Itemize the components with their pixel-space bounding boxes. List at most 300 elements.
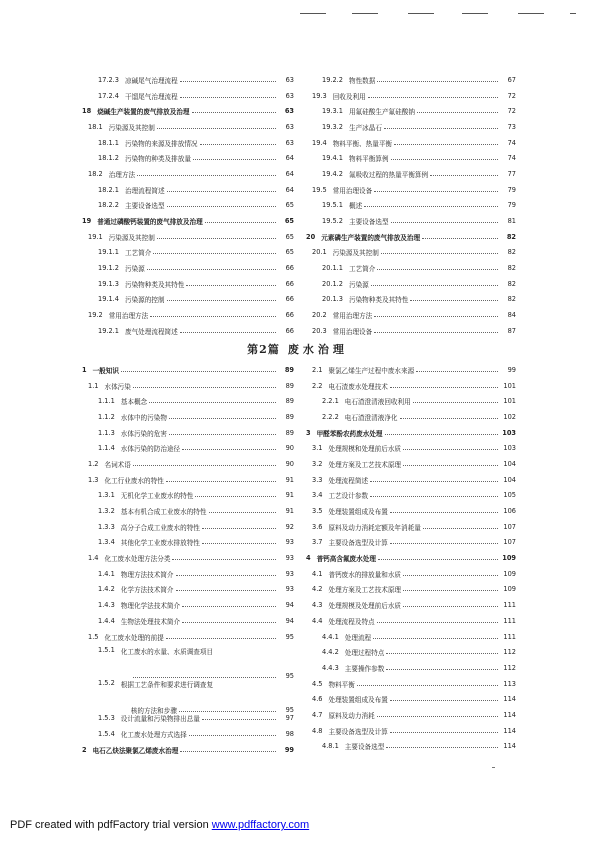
toc-entry-number: 4.8 bbox=[312, 726, 323, 735]
toc-leader bbox=[169, 418, 276, 419]
toc-leader bbox=[209, 512, 277, 513]
toc-leader bbox=[133, 465, 276, 466]
toc-entry-title: 电石渣废水处理技术 bbox=[328, 382, 388, 391]
toc-entry-title: 污染源 bbox=[124, 265, 145, 274]
toc-entry-title: 物料平衡 bbox=[328, 680, 355, 689]
toc-leader bbox=[386, 653, 498, 654]
toc-entry[interactable] bbox=[306, 550, 516, 566]
toc-leader bbox=[403, 575, 498, 576]
toc-entry-number: 4.4.2 bbox=[322, 648, 339, 657]
toc-entry-number: 18.1 bbox=[88, 122, 103, 131]
toc-entry-page: 72 bbox=[507, 107, 516, 116]
toc-entry-page: 79 bbox=[507, 185, 516, 194]
toc-leader bbox=[368, 97, 498, 98]
toc-entry-number: 19.3.1 bbox=[322, 107, 343, 116]
toc-entry-number: 19.2.2 bbox=[322, 75, 343, 84]
toc-entry[interactable] bbox=[82, 213, 294, 229]
toc-entry[interactable] bbox=[306, 323, 516, 339]
toc-entry-page: 77 bbox=[507, 169, 516, 178]
toc-entry-page: 82 bbox=[507, 264, 516, 273]
toc-entry-title-cont: 核的方法和步骤 bbox=[130, 707, 177, 716]
toc-entry-title: 常用治理设备 bbox=[332, 186, 373, 195]
toc-leader bbox=[374, 332, 498, 333]
toc-leader bbox=[137, 175, 276, 176]
toc-entry-number: 2.1 bbox=[312, 365, 323, 374]
toc-leader bbox=[390, 700, 498, 701]
toc-entry[interactable] bbox=[82, 582, 294, 598]
part-title: 废水治理 bbox=[287, 343, 348, 356]
toc-entry[interactable] bbox=[82, 276, 294, 292]
toc-entry[interactable] bbox=[82, 644, 294, 681]
toc-leader bbox=[149, 402, 276, 403]
toc-entry-page: 103 bbox=[502, 428, 516, 437]
toc-entry-number: 19.1.3 bbox=[98, 279, 119, 288]
toc-entry-title: 水体污染 bbox=[104, 382, 131, 391]
toc-entry-title: 工艺设计参数 bbox=[328, 492, 369, 501]
toc-entry-page: 66 bbox=[285, 311, 294, 320]
toc-entry-page: 90 bbox=[285, 444, 294, 453]
toc-entry-number: 19.1 bbox=[88, 232, 103, 241]
toc-entry-title: 电石乙炔法聚氯乙烯废水治理 bbox=[92, 746, 179, 755]
toc-entry[interactable] bbox=[82, 72, 294, 88]
toc-entry[interactable] bbox=[82, 488, 294, 504]
toc-entry[interactable] bbox=[82, 597, 294, 613]
toc-entry-title: 处理装置组成及布置 bbox=[328, 508, 388, 517]
toc-entry-page: 73 bbox=[507, 122, 516, 131]
toc-entry-page: 107 bbox=[503, 522, 516, 531]
toc-leader bbox=[169, 434, 276, 435]
toc-entry[interactable] bbox=[306, 629, 516, 645]
toc-entry[interactable] bbox=[306, 88, 516, 104]
toc-entry[interactable] bbox=[306, 409, 516, 425]
toc-entry-number: 1.1.3 bbox=[98, 428, 115, 437]
toc-entry-page: 104 bbox=[503, 459, 516, 468]
toc-entry[interactable] bbox=[306, 150, 516, 166]
toc-entry[interactable] bbox=[82, 119, 294, 135]
toc-entry-page: 91 bbox=[285, 475, 294, 484]
toc-entry[interactable] bbox=[306, 276, 516, 292]
toc-entry-title: 工艺简介 bbox=[124, 249, 152, 258]
toc-entry[interactable] bbox=[306, 723, 516, 739]
toc-entry[interactable] bbox=[82, 503, 294, 519]
toc-entry-title: 污染物种类及其特性 bbox=[348, 296, 409, 305]
toc-bottom-right-column bbox=[306, 362, 516, 754]
toc-leader bbox=[374, 316, 498, 317]
toc-leader bbox=[403, 465, 498, 466]
toc-entry-number: 19 bbox=[82, 217, 92, 226]
toc-entry[interactable] bbox=[82, 103, 294, 119]
toc-entry-title: 主要设备选型 bbox=[348, 218, 389, 227]
toc-entry-number: 20.1 bbox=[312, 248, 327, 257]
toc-entry[interactable] bbox=[82, 88, 294, 104]
toc-entry-page: 66 bbox=[285, 264, 294, 273]
toc-leader bbox=[370, 496, 498, 497]
toc-entry[interactable] bbox=[306, 519, 516, 535]
toc-entry-title: 处理规模及处理前后水质 bbox=[328, 602, 402, 611]
toc-entry[interactable] bbox=[306, 166, 516, 182]
toc-entry-title: 电石渣澄清液回收利用 bbox=[344, 398, 411, 407]
toc-entry[interactable] bbox=[306, 229, 516, 245]
toc-leader bbox=[189, 735, 276, 736]
toc-entry-title: 根据工艺条件和要求进行调查复 bbox=[120, 681, 214, 690]
toc-entry-page: 64 bbox=[285, 169, 294, 178]
toc-entry[interactable] bbox=[306, 245, 516, 261]
toc-entry-title: 原料及动力消耗定额及年消耗量 bbox=[328, 523, 421, 532]
toc-entry-number: 4.4 bbox=[312, 616, 323, 625]
toc-leader bbox=[374, 191, 498, 192]
toc-entry-number: 3.1 bbox=[312, 444, 323, 453]
toc-entry-page: 92 bbox=[285, 522, 294, 531]
toc-entry-title: 基本有机合成工业废水的特性 bbox=[120, 508, 207, 517]
toc-entry-page: 89 bbox=[285, 381, 294, 390]
toc-entry[interactable] bbox=[82, 150, 294, 166]
toc-leader bbox=[378, 559, 498, 560]
toc-entry-title: 处理方案及工艺技术原理 bbox=[328, 586, 402, 595]
toc-leader bbox=[357, 685, 498, 686]
toc-entry-title: 干馏尾气治理流程 bbox=[124, 92, 178, 101]
toc-leader bbox=[157, 128, 276, 129]
toc-entry[interactable] bbox=[82, 260, 294, 276]
toc-leader bbox=[403, 606, 498, 607]
part-heading bbox=[0, 341, 595, 357]
toc-entry-title: 物料平衡、热量平衡 bbox=[332, 139, 393, 148]
toc-entry-page: 63 bbox=[284, 107, 294, 116]
toc-entry-title: 污染源的控制 bbox=[124, 296, 165, 305]
toc-entry-number: 3.6 bbox=[312, 522, 323, 531]
toc-entry[interactable] bbox=[306, 597, 516, 613]
toc-entry[interactable] bbox=[82, 166, 294, 182]
toc-entry[interactable] bbox=[82, 135, 294, 151]
toc-entry[interactable] bbox=[306, 456, 516, 472]
toc-entry-number: 1.5.3 bbox=[98, 714, 115, 723]
toc-entry[interactable] bbox=[306, 393, 516, 409]
toc-entry[interactable] bbox=[306, 260, 516, 276]
toc-entry-title: 其他化学工业废水排放特性 bbox=[120, 539, 200, 548]
toc-entry[interactable] bbox=[306, 307, 516, 323]
toc-entry[interactable] bbox=[306, 213, 516, 229]
toc-entry[interactable] bbox=[306, 425, 516, 441]
toc-entry-title: 主要设备选型 bbox=[124, 202, 165, 211]
toc-entry-page: 94 bbox=[285, 616, 294, 625]
toc-entry-number: 19.2.1 bbox=[98, 326, 119, 335]
toc-entry-number: 20.3 bbox=[312, 326, 327, 335]
toc-entry-page: 63 bbox=[285, 122, 294, 131]
toc-entry[interactable] bbox=[306, 535, 516, 551]
toc-entry-page: 72 bbox=[507, 91, 516, 100]
toc-entry[interactable] bbox=[82, 519, 294, 535]
toc-entry-title: 普钙废水的排放量和水质 bbox=[328, 570, 402, 579]
toc-entry-title: 回收及利用 bbox=[332, 92, 366, 101]
toc-entry[interactable] bbox=[82, 307, 294, 323]
toc-entry-title: 主要设备选型及计算 bbox=[328, 727, 388, 736]
toc-entry[interactable] bbox=[82, 550, 294, 566]
toc-entry[interactable] bbox=[306, 72, 516, 88]
toc-entry[interactable] bbox=[306, 378, 516, 394]
toc-entry-page: 87 bbox=[507, 326, 516, 335]
toc-entry-title: 甲醛苯酚农药废水处理 bbox=[316, 429, 383, 438]
scan-mark bbox=[492, 767, 495, 768]
toc-entry-page: 64 bbox=[285, 154, 294, 163]
toc-entry[interactable] bbox=[82, 292, 294, 308]
toc-entry-number: 19.5 bbox=[312, 185, 327, 194]
toc-entry-title: 生物法处理技术简介 bbox=[120, 617, 181, 626]
footer-text: PDF created with pdfFactory trial version bbox=[10, 819, 212, 831]
part-label: 第2篇 bbox=[247, 343, 280, 356]
toc-entry-title: 化学方法技术简介 bbox=[120, 586, 174, 595]
toc-leader bbox=[371, 285, 498, 286]
toc-entry-number: 1.5.1 bbox=[98, 646, 115, 655]
toc-entry-number: 1.5.2 bbox=[98, 679, 115, 688]
toc-entry-number: 1.3.4 bbox=[98, 538, 115, 547]
toc-entry[interactable] bbox=[82, 362, 294, 378]
toc-entry[interactable] bbox=[82, 677, 294, 716]
toc-leader bbox=[205, 222, 276, 223]
header-rule-4 bbox=[462, 13, 488, 14]
toc-leader bbox=[410, 300, 498, 301]
toc-entry-title: 原料及动力消耗 bbox=[328, 711, 375, 720]
toc-leader bbox=[390, 387, 498, 388]
toc-leader bbox=[147, 269, 276, 270]
toc-entry-number: 19.3 bbox=[312, 91, 327, 100]
toc-entry-number: 1 bbox=[82, 365, 87, 374]
toc-leader bbox=[373, 638, 498, 639]
toc-entry-page: 111 bbox=[503, 616, 516, 625]
toc-entry-title: 污染源及其控制 bbox=[108, 233, 155, 242]
toc-entry[interactable] bbox=[82, 726, 294, 742]
toc-entry[interactable] bbox=[306, 739, 516, 755]
toc-leader bbox=[416, 371, 498, 372]
toc-entry[interactable] bbox=[82, 393, 294, 409]
toc-entry-page: 67 bbox=[507, 75, 516, 84]
toc-entry-title: 聚氯乙烯生产过程中废水来源 bbox=[328, 366, 415, 375]
toc-entry-title: 名词术语 bbox=[104, 460, 131, 469]
toc-leader bbox=[182, 606, 276, 607]
toc-entry-page: 74 bbox=[507, 138, 516, 147]
toc-entry-title: 化工废水处理方法分类 bbox=[104, 555, 171, 564]
toc-entry[interactable] bbox=[306, 472, 516, 488]
toc-entry[interactable] bbox=[82, 378, 294, 394]
toc-entry[interactable] bbox=[82, 535, 294, 551]
toc-entry-number: 1.1.4 bbox=[98, 444, 115, 453]
toc-entry[interactable] bbox=[306, 644, 516, 660]
toc-entry[interactable] bbox=[82, 629, 294, 645]
toc-entry[interactable] bbox=[82, 323, 294, 339]
toc-entry-number: 17.2.3 bbox=[98, 75, 119, 84]
toc-entry[interactable] bbox=[306, 135, 516, 151]
toc-entry[interactable] bbox=[82, 198, 294, 214]
toc-entry-number: 19.1.4 bbox=[98, 295, 119, 304]
toc-entry-number: 4.5 bbox=[312, 679, 323, 688]
toc-entry[interactable] bbox=[306, 676, 516, 692]
toc-leader bbox=[180, 97, 276, 98]
toc-entry-page: 101 bbox=[503, 397, 516, 406]
toc-entry[interactable] bbox=[306, 362, 516, 378]
toc-entry-number: 20.1.1 bbox=[322, 264, 343, 273]
toc-entry-page: 89 bbox=[285, 412, 294, 421]
toc-entry-number: 3.4 bbox=[312, 491, 323, 500]
toc-entry-page: 66 bbox=[285, 279, 294, 288]
toc-entry-page: 105 bbox=[503, 491, 516, 500]
toc-entry-title: 常用治理方法 bbox=[108, 312, 149, 321]
toc-leader bbox=[166, 481, 276, 482]
toc-leader bbox=[386, 747, 498, 748]
toc-entry-number: 1.4.1 bbox=[98, 569, 115, 578]
toc-entry-number: 19.5.2 bbox=[322, 217, 343, 226]
toc-entry[interactable] bbox=[306, 582, 516, 598]
toc-entry[interactable] bbox=[82, 229, 294, 245]
toc-entry-title: 物理化学法技术简介 bbox=[120, 602, 181, 611]
toc-leader bbox=[121, 371, 276, 372]
toc-leader bbox=[403, 590, 498, 591]
toc-entry-number: 19.4 bbox=[312, 138, 327, 147]
toc-entry[interactable] bbox=[306, 613, 516, 629]
toc-entry-title: 化工行业废水的特性 bbox=[104, 476, 164, 485]
toc-leader bbox=[390, 512, 498, 513]
toc-entry[interactable] bbox=[306, 292, 516, 308]
toc-entry[interactable] bbox=[306, 103, 516, 119]
toc-entry-page: 111 bbox=[503, 601, 516, 610]
toc-leader bbox=[364, 206, 498, 207]
toc-entry-page: 95 bbox=[285, 632, 294, 641]
toc-entry-title: 普钙高含氟废水处理 bbox=[316, 555, 376, 564]
toc-leader bbox=[386, 669, 498, 670]
toc-leader bbox=[180, 751, 276, 752]
toc-entry-title: 处理流程简述 bbox=[328, 476, 369, 485]
toc-entry[interactable] bbox=[82, 472, 294, 488]
toc-entry-page: 82 bbox=[507, 248, 516, 257]
toc-entry-title: 治理方法 bbox=[108, 170, 136, 179]
toc-entry-page: 90 bbox=[285, 459, 294, 468]
toc-entry[interactable] bbox=[82, 245, 294, 261]
toc-entry-number: 2.2.1 bbox=[322, 397, 339, 406]
toc-entry-title: 水体中的污染物 bbox=[120, 413, 167, 422]
toc-entry-title: 处理方案及工艺技术原理 bbox=[328, 460, 402, 469]
toc-entry-number: 1.3.2 bbox=[98, 507, 115, 516]
toc-entry-page: 106 bbox=[503, 507, 516, 516]
toc-entry-page: 64 bbox=[285, 185, 294, 194]
toc-entry-number: 18.1.1 bbox=[98, 138, 119, 147]
toc-entry-title: 处理装置组成及布置 bbox=[328, 696, 388, 705]
toc-entry[interactable] bbox=[82, 456, 294, 472]
toc-entry[interactable] bbox=[82, 425, 294, 441]
toc-entry-number: 19.4.2 bbox=[322, 169, 343, 178]
toc-entry-title: 高分子合成工业废水的特性 bbox=[120, 523, 200, 532]
toc-entry-title: 处理流程 bbox=[344, 633, 372, 642]
toc-entry-number: 18.1.2 bbox=[98, 154, 119, 163]
toc-entry-page: 89 bbox=[285, 428, 294, 437]
toc-leader bbox=[167, 300, 276, 301]
toc-entry-title: 水体污染的危害 bbox=[120, 429, 167, 438]
toc-leader bbox=[167, 206, 276, 207]
toc-entry[interactable] bbox=[306, 707, 516, 723]
toc-entry-page: 91 bbox=[285, 507, 294, 516]
toc-entry[interactable] bbox=[82, 409, 294, 425]
header-rule-3 bbox=[408, 13, 434, 14]
toc-entry-page: 114 bbox=[503, 726, 516, 735]
toc-leader bbox=[133, 387, 276, 388]
toc-leader bbox=[385, 434, 498, 435]
toc-entry-number: 4.7 bbox=[312, 710, 323, 719]
toc-entry-number: 4.4.3 bbox=[322, 663, 339, 672]
toc-entry-page: 103 bbox=[503, 444, 516, 453]
toc-entry-title: 无机化学工业废水的特性 bbox=[120, 492, 194, 501]
toc-leader bbox=[384, 128, 498, 129]
toc-entry[interactable] bbox=[82, 440, 294, 456]
toc-entry[interactable] bbox=[306, 503, 516, 519]
toc-entry-page: 84 bbox=[507, 311, 516, 320]
toc-entry-page: 79 bbox=[507, 201, 516, 210]
toc-entry-title: 主要操作参数 bbox=[344, 664, 385, 673]
toc-entry-title: 概述 bbox=[348, 202, 363, 211]
toc-entry-page: 82 bbox=[507, 279, 516, 288]
toc-entry-page: 114 bbox=[503, 742, 516, 751]
toc-entry[interactable] bbox=[306, 566, 516, 582]
header-rule-1 bbox=[300, 13, 326, 14]
toc-entry-number: 18.2.2 bbox=[98, 201, 119, 210]
toc-entry[interactable] bbox=[306, 119, 516, 135]
toc-leader bbox=[176, 575, 276, 576]
toc-entry-page: 93 bbox=[285, 554, 294, 563]
toc-entry-title: 污染源及其控制 bbox=[332, 249, 379, 258]
toc-entry[interactable] bbox=[82, 710, 294, 726]
toc-entry-number: 20.1.3 bbox=[322, 295, 343, 304]
toc-leader bbox=[176, 590, 276, 591]
toc-entry-number: 20 bbox=[306, 232, 316, 241]
toc-entry-page: 107 bbox=[503, 538, 516, 547]
toc-entry-title: 化工废水处理的前提 bbox=[104, 633, 164, 642]
toc-entry-title: 生产冰晶石 bbox=[348, 123, 382, 132]
toc-entry[interactable] bbox=[306, 198, 516, 214]
toc-entry-title: 物料平衡算例 bbox=[348, 155, 389, 164]
toc-entry-number: 1.4.3 bbox=[98, 601, 115, 610]
toc-entry-page: 112 bbox=[503, 648, 516, 657]
toc-leader bbox=[200, 144, 276, 145]
toc-leader bbox=[422, 238, 498, 239]
toc-entry-page: 63 bbox=[285, 91, 294, 100]
toc-entry[interactable] bbox=[306, 488, 516, 504]
toc-entry-number: 4.2 bbox=[312, 585, 323, 594]
toc-entry-page: 65 bbox=[285, 232, 294, 241]
toc-entry[interactable] bbox=[306, 660, 516, 676]
toc-entry-title: 废气处理流程简述 bbox=[124, 327, 178, 336]
toc-entry-title: 水体污染的防治途径 bbox=[120, 445, 181, 454]
footer-link[interactable]: www.pdffactory.com bbox=[211, 819, 310, 831]
toc-entry[interactable] bbox=[306, 182, 516, 198]
toc-entry-title: 物理方法技术简介 bbox=[120, 570, 174, 579]
toc-entry-page: 113 bbox=[503, 679, 516, 688]
toc-entry-number: 19.4.1 bbox=[322, 154, 343, 163]
toc-entry-number: 3.3 bbox=[312, 475, 323, 484]
toc-entry-title: 物性数据 bbox=[348, 76, 376, 85]
toc-leader bbox=[423, 528, 498, 529]
toc-entry-title: 化工废水处理方式选择 bbox=[120, 730, 187, 739]
toc-entry[interactable] bbox=[82, 182, 294, 198]
toc-entry-number: 4.8.1 bbox=[322, 742, 339, 751]
toc-entry-page: 65 bbox=[284, 217, 294, 226]
toc-entry[interactable] bbox=[306, 691, 516, 707]
toc-entry-title: 元素磷生产装置的废气排放及治理 bbox=[321, 233, 421, 242]
toc-entry-number: 19.1.1 bbox=[98, 248, 119, 257]
toc-entry-number: 4.3 bbox=[312, 601, 323, 610]
toc-entry[interactable] bbox=[306, 440, 516, 456]
toc-leader bbox=[377, 622, 498, 623]
toc-entry-title: 主要设备选型及计算 bbox=[328, 539, 388, 548]
toc-entry[interactable] bbox=[82, 566, 294, 582]
toc-leader bbox=[182, 622, 276, 623]
header-rule-6 bbox=[570, 13, 576, 14]
toc-entry[interactable] bbox=[82, 613, 294, 629]
toc-entry[interactable] bbox=[82, 742, 294, 758]
